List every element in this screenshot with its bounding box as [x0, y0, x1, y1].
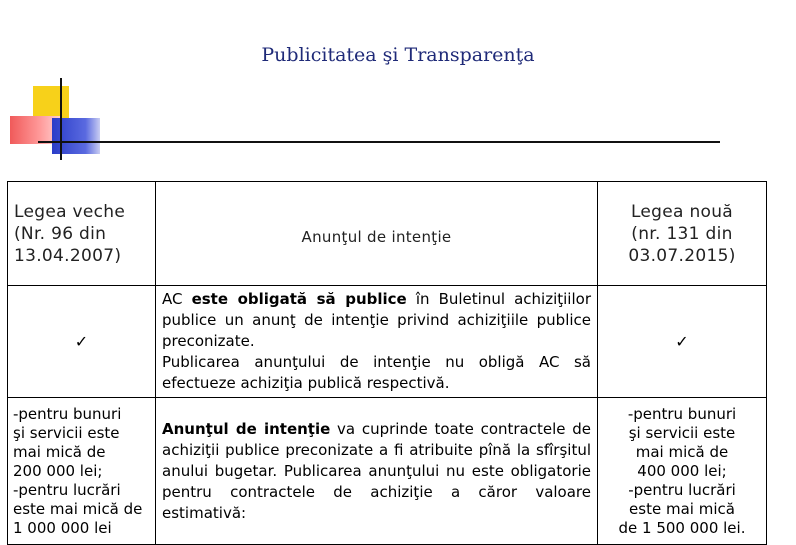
threshold-line: şi servicii este	[628, 423, 736, 442]
threshold-line: mai mică de	[635, 442, 729, 461]
threshold-line: 200 000 lei;	[13, 461, 103, 480]
comparison-table	[7, 181, 767, 545]
text-fragment: Publicarea anunţului de intenţie nu obligă AC să efectueze achiziţia publică respectivă.	[162, 353, 591, 392]
new-law-line: (nr. 131 din	[631, 223, 733, 244]
threshold-row	[8, 398, 767, 545]
bold-fragment: este obligată să publice	[191, 290, 407, 308]
new-law-check-icon: ✓	[598, 286, 767, 398]
page-title: Publicitatea şi Transparenţa	[261, 44, 535, 66]
decorative-logo	[0, 70, 720, 165]
threshold-line: -pentru lucrări	[13, 480, 121, 499]
old-law-header	[8, 182, 156, 286]
header-row	[8, 182, 767, 286]
horizontal-divider	[38, 141, 720, 143]
old-law-line: (Nr. 96 din	[14, 223, 107, 244]
threshold-line: de 1 500 000 lei.	[618, 518, 746, 537]
threshold-line: mai mică de	[13, 442, 106, 461]
text-fragment: va cuprinde toate contractele de achiziţii publice preconizate a fi atribuite pînă la sfîrşitul anului bugetar. Publicarea anunţului nu este obligatorie pentru contractele de achiziţie a căror valoare estimativă:	[162, 419, 591, 522]
old-law-line: 13.04.2007)	[14, 245, 122, 266]
obligation-row	[8, 286, 767, 398]
new-law-line: 03.07.2015)	[628, 245, 736, 266]
threshold-line: este mai mică de	[13, 499, 143, 518]
vertical-line	[60, 78, 62, 160]
old-law-thresholds	[8, 398, 156, 545]
threshold-line: -pentru bunuri	[627, 404, 737, 423]
new-law-line: Legea nouă	[630, 201, 734, 222]
threshold-line: 400 000 lei;	[637, 461, 727, 480]
text-fragment: AC	[162, 290, 192, 308]
threshold-line: -pentru bunuri	[13, 404, 122, 423]
text-fragment: în Buletinul achiziţiilor publice un anunţ de intenţie privind achiziţiile publice preconizate.	[162, 290, 591, 350]
old-law-line: Legea veche	[14, 201, 126, 222]
threshold-line: şi servicii este	[13, 423, 120, 442]
old-law-check-icon: ✓	[8, 286, 156, 398]
threshold-line: -pentru lucrări	[628, 480, 736, 499]
obligation-text	[156, 286, 598, 398]
threshold-text	[156, 398, 598, 545]
new-law-thresholds	[598, 398, 767, 545]
threshold-line: este mai mică	[629, 499, 735, 518]
threshold-line: 1 000 000 lei	[13, 518, 112, 537]
new-law-header	[598, 182, 767, 286]
bold-fragment: Anunţul de intenţie	[162, 419, 331, 438]
intent-notice-header: Anunţul de intenţie	[156, 182, 598, 286]
